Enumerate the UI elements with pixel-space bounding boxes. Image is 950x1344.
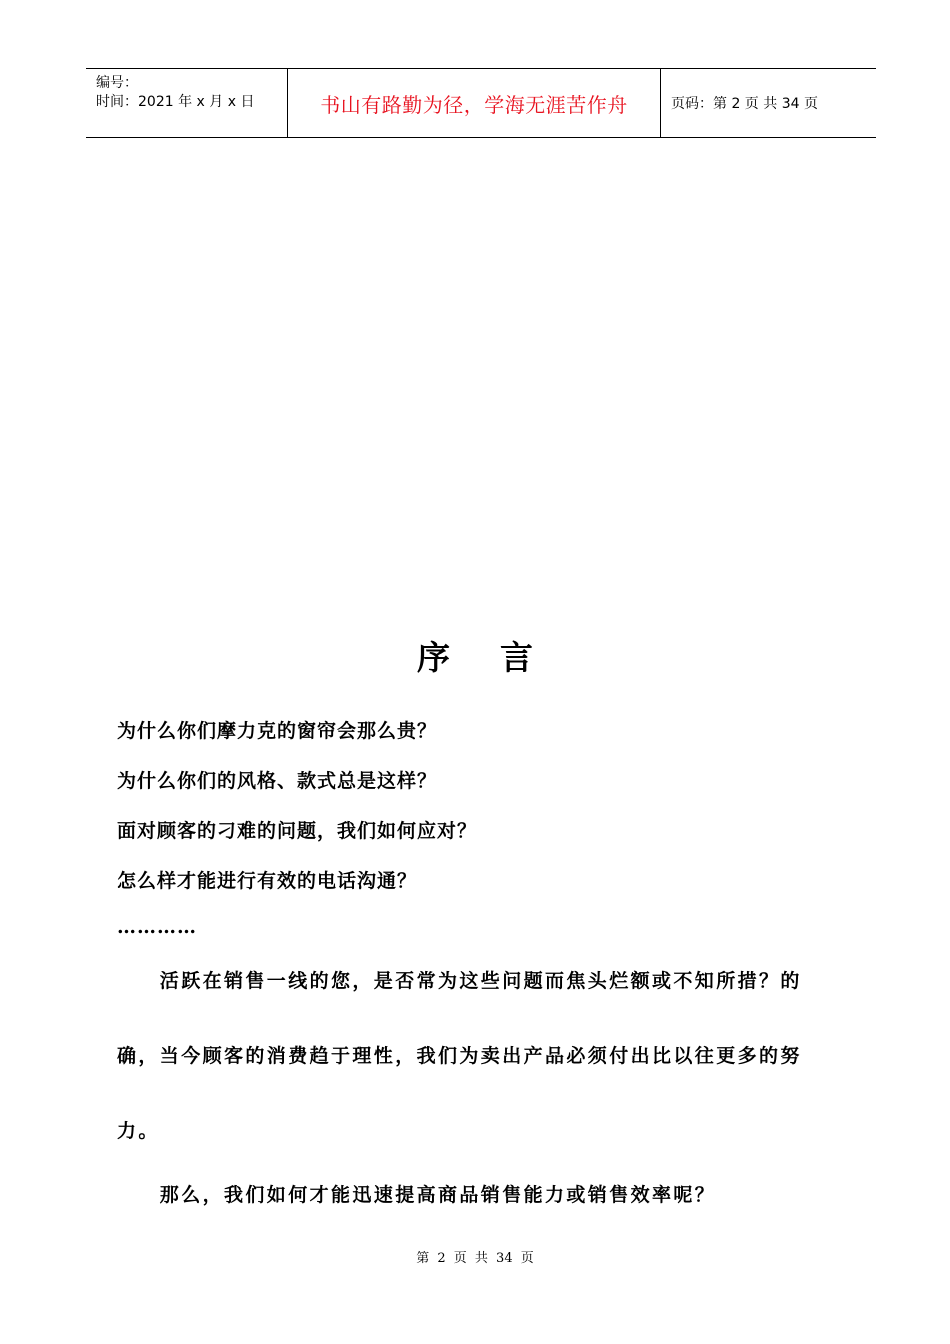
page-info: 页码：第 2 页 共 34 页 — [671, 96, 818, 112]
paragraph-line: 那么，我们如何才能迅速提高商品销售能力或销售效率呢？ — [117, 1184, 717, 1206]
page-footer: 第 2 页 共 34 页 — [416, 1251, 534, 1266]
header-motto-cell — [288, 69, 661, 137]
paragraph-line: 活跃在销售一线的您，是否常为这些问题而焦头烂额或不知所措？的 — [117, 970, 802, 992]
paragraph-line: 确，当今顾客的消费趋于理性，我们为卖出产品必须付出比以往更多的努 — [117, 1045, 802, 1067]
date-label: 时间：2021 年 x 月 x 日 — [96, 94, 255, 110]
question-line: 为什么你们摩力克的窗帘会那么贵？ — [117, 720, 438, 742]
page-title: 序言 — [417, 638, 583, 677]
page-header — [86, 68, 876, 138]
paragraph-line: 力。 — [117, 1120, 160, 1142]
question-line: 怎么样才能进行有效的电话沟通？ — [117, 870, 418, 892]
number-label: 编号： — [96, 75, 138, 91]
motto: 书山有路勤为径，学海无涯苦作舟 — [320, 92, 628, 117]
ellipsis-line: ………… — [117, 916, 197, 938]
header-meta-cell — [86, 69, 288, 137]
question-line: 面对顾客的刁难的问题，我们如何应对？ — [117, 820, 478, 842]
header-page-cell — [661, 69, 876, 137]
question-line: 为什么你们的风格、款式总是这样？ — [117, 770, 438, 792]
